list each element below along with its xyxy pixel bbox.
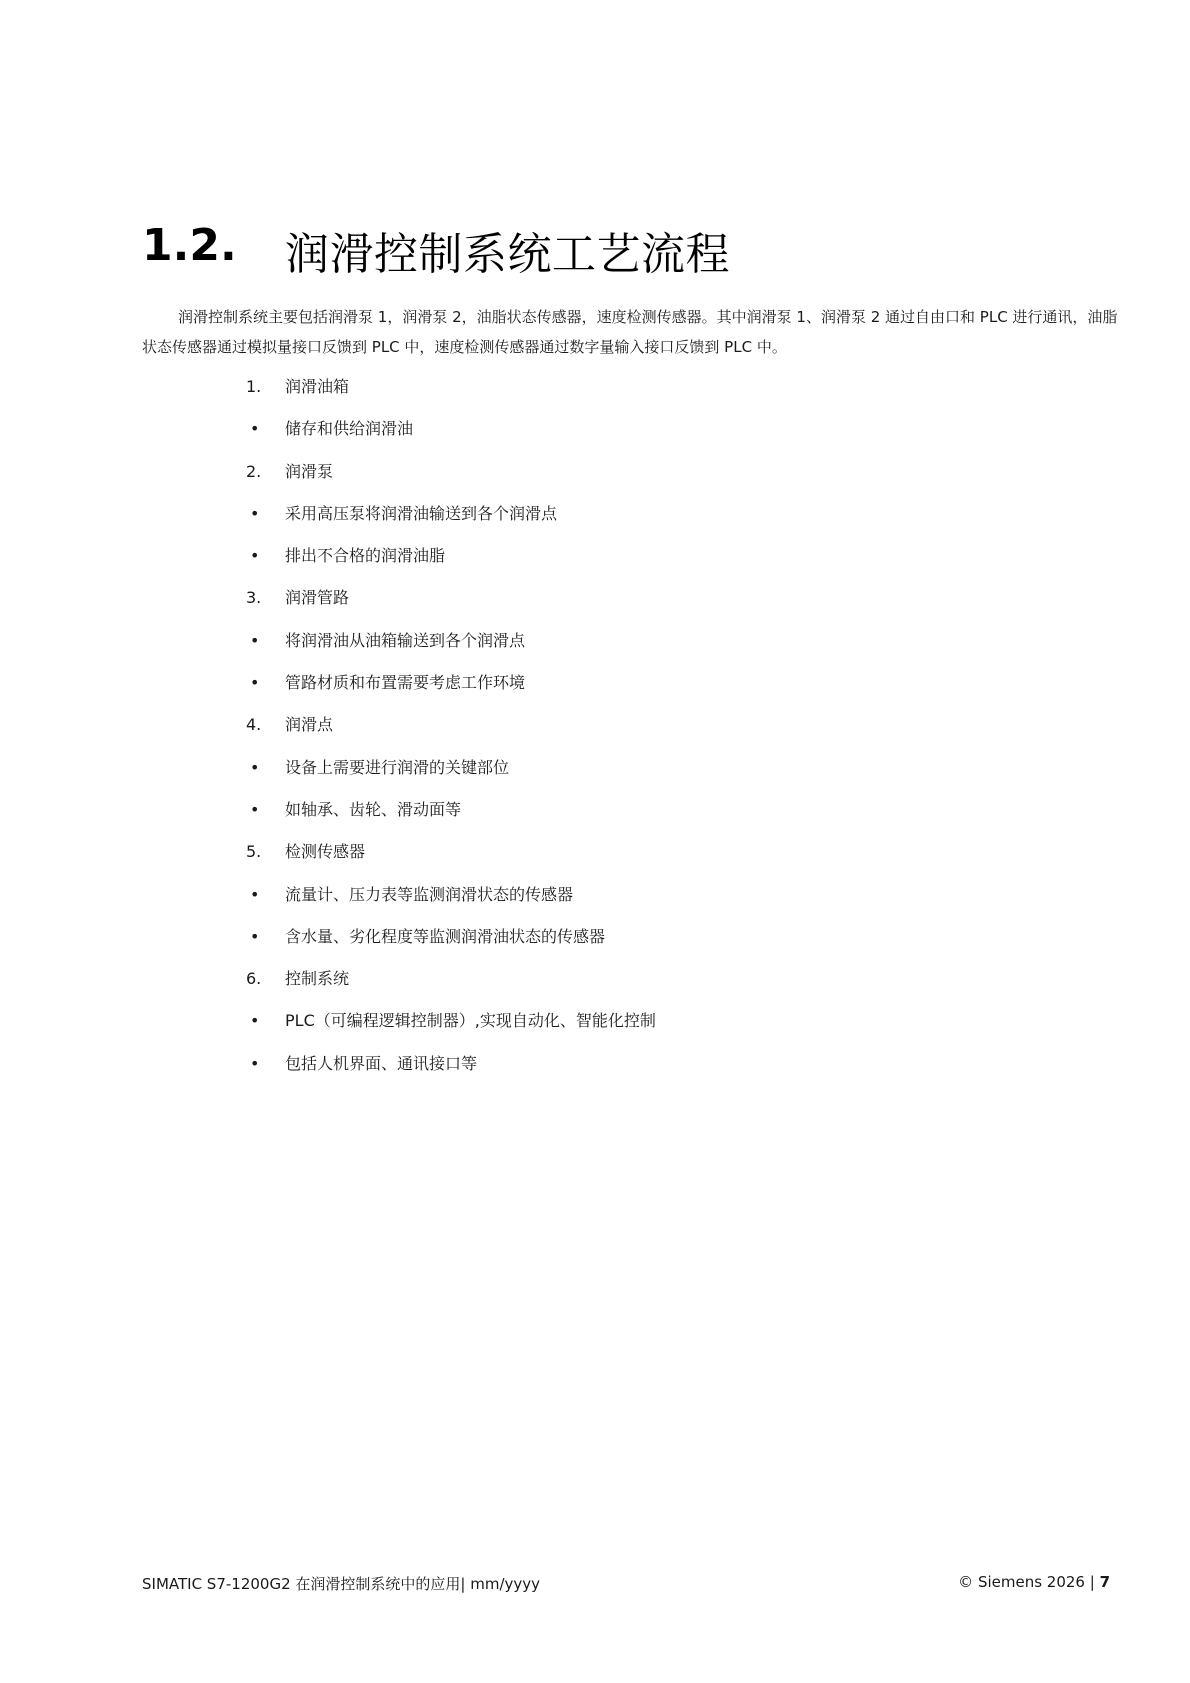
footer-document-title: SIMATIC S7-1200G2 在润滑控制系统中的应用| mm/yyyy [142,1575,541,1593]
list-item [246,924,946,966]
list-item [246,1051,946,1093]
bullet-icon: • [250,419,260,439]
list-item-text: 润滑点 [285,715,334,735]
bullet-icon: • [250,757,260,777]
list-item [246,966,946,1008]
bullet-icon: • [250,799,260,819]
list-item [246,585,946,627]
bullet-icon: • [250,503,260,523]
list-item-text: 控制系统 [285,969,350,989]
process-list [246,374,946,1093]
list-item-text: 如轴承、齿轮、滑动面等 [285,799,462,819]
list-item [246,670,946,712]
list-number: 3. [246,588,262,608]
list-item-text: 储存和供给润滑油 [285,419,414,439]
list-item [246,882,946,924]
list-item-text: 润滑油箱 [285,377,350,396]
list-item [246,543,946,585]
list-item-text: 检测传感器 [285,842,366,862]
bullet-icon: • [250,1053,260,1073]
list-number: 5. [246,842,262,862]
list-item [246,797,946,839]
bullet-icon: • [250,673,260,693]
list-item [246,755,946,797]
list-item-text: 排出不合格的润滑油脂 [285,546,446,566]
list-item [246,374,946,416]
list-item-text: 管路材质和布置需要考虑工作环境 [285,673,526,693]
list-item [246,712,946,754]
list-item-text: PLC（可编程逻辑控制器）,实现自动化、智能化控制 [285,1011,656,1031]
list-number: 4. [246,715,262,735]
bullet-icon: • [250,884,260,904]
bullet-icon: • [250,926,260,946]
list-item-text: 包括人机界面、通讯接口等 [285,1053,478,1073]
page-number: 7 [1099,1573,1110,1591]
list-item-text: 润滑泵 [285,461,334,481]
list-item-text: 采用高压泵将润滑油输送到各个润滑点 [285,503,558,523]
list-item [246,416,946,458]
footer-copyright [958,1573,1110,1591]
list-item [246,628,946,670]
list-item-text: 将润滑油从油箱输送到各个润滑点 [285,630,526,650]
bullet-icon: • [250,630,260,650]
list-item-text: 设备上需要进行润滑的关键部位 [285,757,510,777]
bullet-icon: • [250,546,260,566]
list-number: 2. [246,461,262,481]
intro-paragraph: 润滑控制系统主要包括润滑泵 1，润滑泵 2，油脂状态传感器，速度检测传感器。其中润滑泵 1、润滑泵 2 通过自由口和 PLC 进行通讯，油脂状态传感器通过模拟量接口反馈到 PLC 中，速度检测传感器通过数字量输入接口反馈到 PLC 中。 [142,308,1118,356]
footer-copyright-text: © Siemens 2026 | [958,1573,1100,1591]
list-item-text: 流量计、压力表等监测润滑状态的传感器 [285,884,574,904]
list-item [246,839,946,881]
list-number: 6. [246,969,262,989]
bullet-icon: • [250,1011,260,1031]
list-number: 1. [246,377,262,396]
list-item-text: 润滑管路 [285,588,350,608]
list-item [246,501,946,543]
section-title: 润滑控制系统工艺流程 [285,229,730,280]
section-number: 1.2. [142,220,237,271]
list-item-text: 含水量、劣化程度等监测润滑油状态的传感器 [285,926,606,946]
list-item [246,459,946,501]
list-item [246,1008,946,1050]
